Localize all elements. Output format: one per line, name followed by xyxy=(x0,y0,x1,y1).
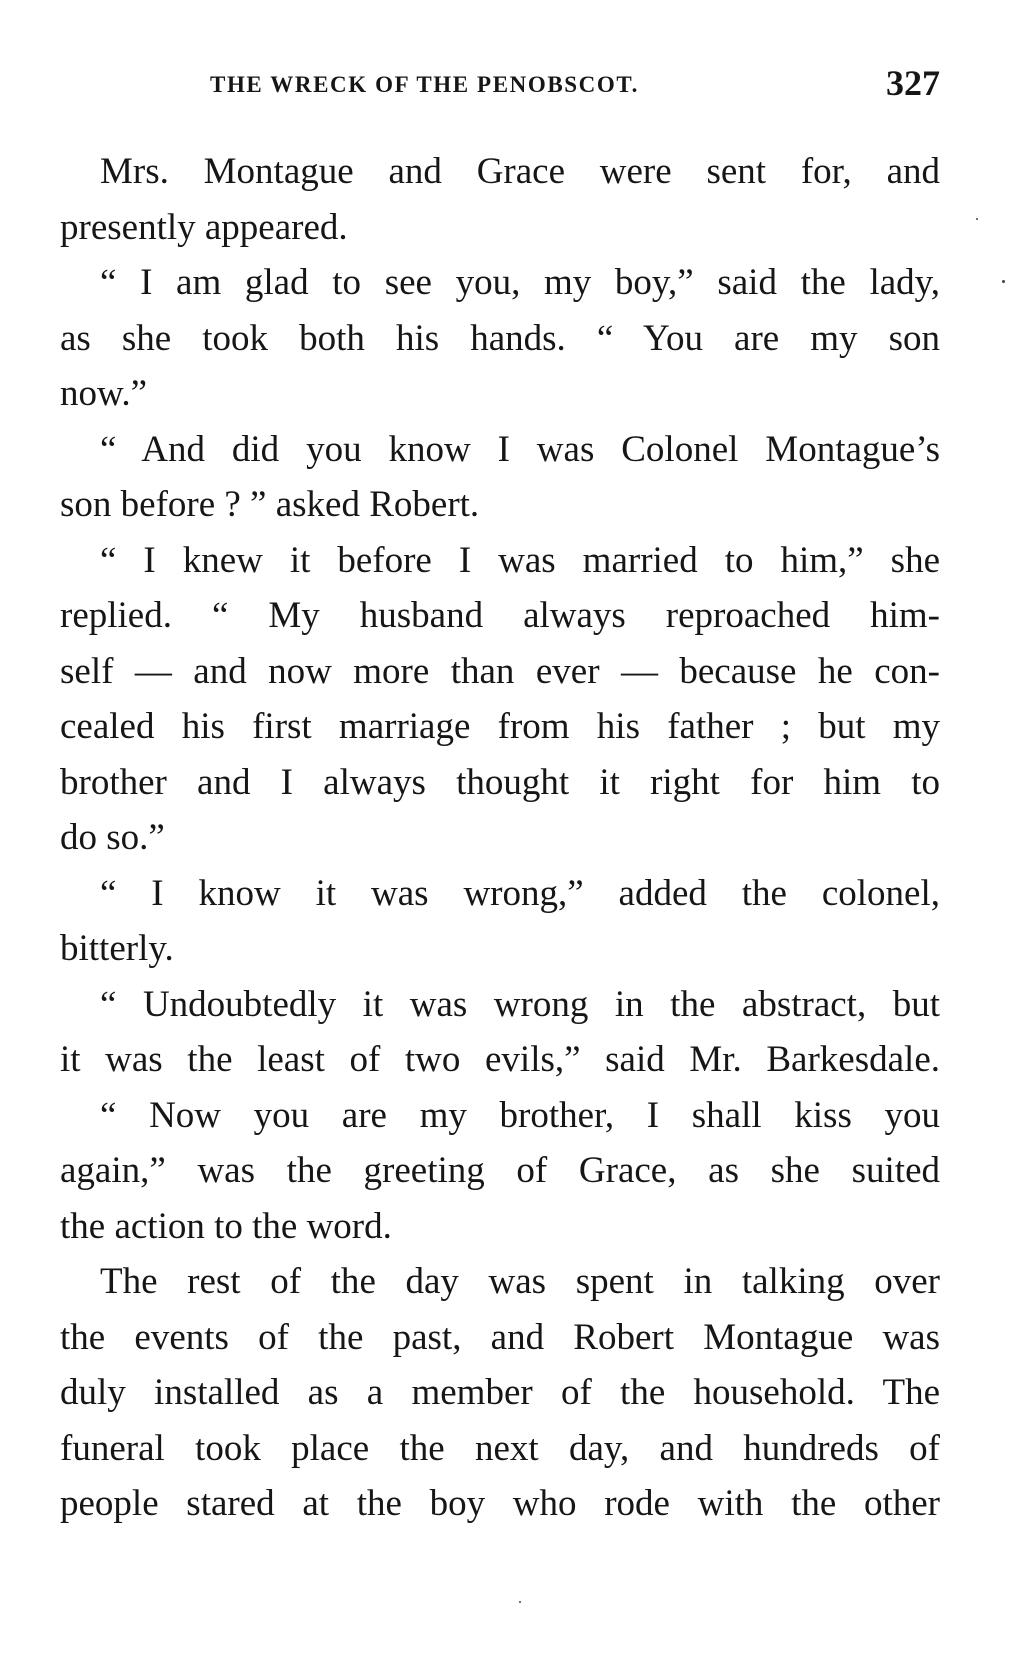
text-line: brother and I always thought it right for him to xyxy=(60,761,940,803)
text-line: as she took both his hands. “ You are my son xyxy=(60,317,940,359)
page-number: 327 xyxy=(886,63,940,103)
text-line: the action to the word. xyxy=(60,1205,392,1247)
text-line: bitterly. xyxy=(60,928,174,969)
text-line: now.” xyxy=(60,373,147,414)
text-line: “ Undoubtedly it was wrong in the abstract, but xyxy=(100,983,940,1025)
text-line: “ I know it was wrong,” added the colonel, xyxy=(100,872,940,914)
text-line: Mrs. Montague and Grace were sent for, and xyxy=(100,151,940,192)
text-line: do so.” xyxy=(60,817,165,858)
text-line: again,” was the greeting of Grace, as she suited xyxy=(60,1150,940,1191)
text-line: the events of the past, and Robert Montague was xyxy=(60,1316,940,1358)
text-line: “ I knew it before I was married to him,” she xyxy=(100,539,940,581)
print-speck xyxy=(519,1601,521,1603)
text-line: cealed his first marriage from his father ; but my xyxy=(60,706,940,747)
running-title: THE WRECK OF THE PENOBSCOT. xyxy=(210,72,639,97)
text-line: funeral took place the next day, and hundreds of xyxy=(60,1427,940,1469)
text-line: duly installed as a member of the household. The xyxy=(60,1372,940,1413)
text-line: replied. “ My husband always reproached him- xyxy=(60,595,940,636)
body-text xyxy=(60,144,940,1532)
running-head xyxy=(58,63,940,106)
text-line: “ And did you know I was Colonel Montague’s xyxy=(100,428,940,470)
text-line: presently appeared. xyxy=(60,206,348,248)
text-line: self — and now more than ever — because he con- xyxy=(60,650,940,692)
print-speck xyxy=(976,218,978,220)
print-speck xyxy=(1002,280,1005,283)
text-line: “ I am glad to see you, my boy,” said the lady, xyxy=(100,262,940,303)
text-line: son before ? ” asked Robert. xyxy=(60,484,480,525)
text-line: people stared at the boy who rode with the other xyxy=(60,1483,940,1524)
text-line: it was the least of two evils,” said Mr. Barkesdale. xyxy=(60,1039,940,1080)
text-line: “ Now you are my brother, I shall kiss you xyxy=(100,1094,940,1136)
text-line: The rest of the day was spent in talking over xyxy=(100,1261,940,1302)
